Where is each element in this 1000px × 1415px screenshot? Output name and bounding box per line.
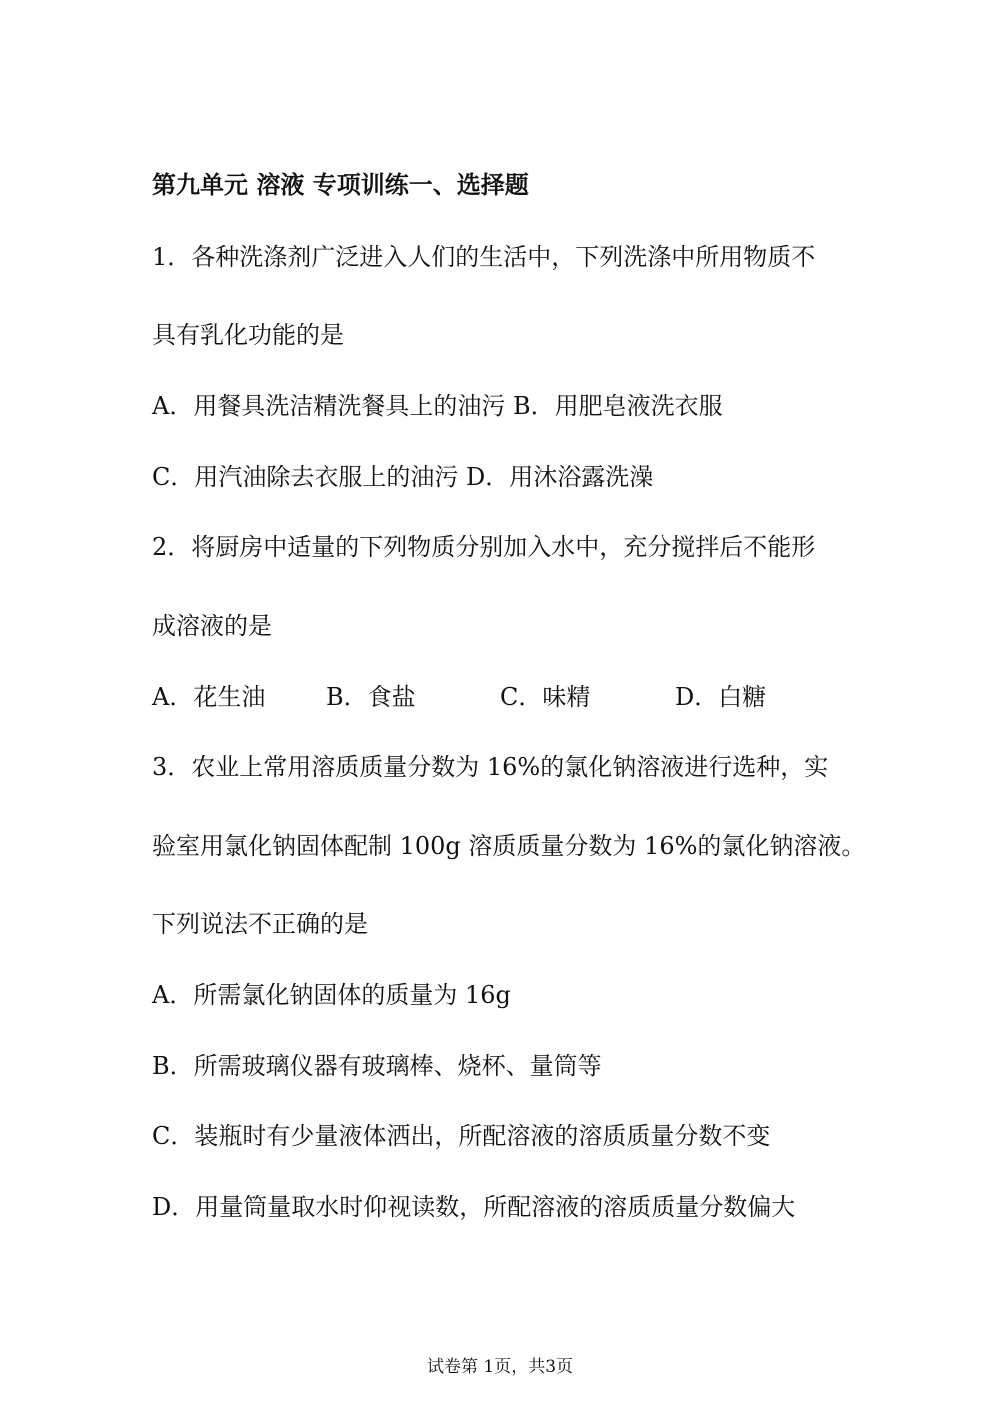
question-2-option-a: A．花生油 [152,683,266,711]
question-3-option-d: D．用量筒量取水时仰视读数，所配溶液的溶质质量分数偏大 [152,1193,796,1221]
question-3-option-a: A．所需氯化钠固体的质量为 16g [152,981,511,1009]
question-2-line-2: 成溶液的是 [152,612,272,640]
question-2-option-d: D．白糖 [675,683,767,711]
question-3-option-c: C．装瓶时有少量液体洒出，所配溶液的溶质质量分数不变 [152,1122,771,1150]
question-3-line-3: 下列说法不正确的是 [152,910,368,938]
question-1-line-1: 1．各种洗涤剂广泛进入人们的生活中，下列洗涤中所用物质不 [152,243,816,271]
question-2-option-b: B．食盐 [326,683,416,711]
question-2-line-1: 2．将厨房中适量的下列物质分别加入水中，充分搅拌后不能形 [152,533,816,561]
question-2-option-c: C．味精 [500,683,591,711]
question-3-option-b: B．所需玻璃仪器有玻璃棒、烧杯、量筒等 [152,1052,602,1080]
page-title: 第九单元 溶液 专项训练一、选择题 [152,171,529,199]
question-1-options-row-1: A．用餐具洗洁精洗餐具上的油污 B．用肥皂液洗衣服 [152,392,723,420]
question-1-options-row-2: C．用汽油除去衣服上的油污 D．用沐浴露洗澡 [152,463,654,491]
page-footer: 试卷第 1页，共3页 [426,1357,574,1377]
question-1-line-2: 具有乳化功能的是 [152,321,344,349]
question-3-line-1: 3．农业上常用溶质质量分数为 16%的氯化钠溶液进行选种，实 [152,753,829,781]
question-3-line-2: 验室用氯化钠固体配制 100g 溶质质量分数为 16%的氯化钠溶液。 [152,832,866,860]
